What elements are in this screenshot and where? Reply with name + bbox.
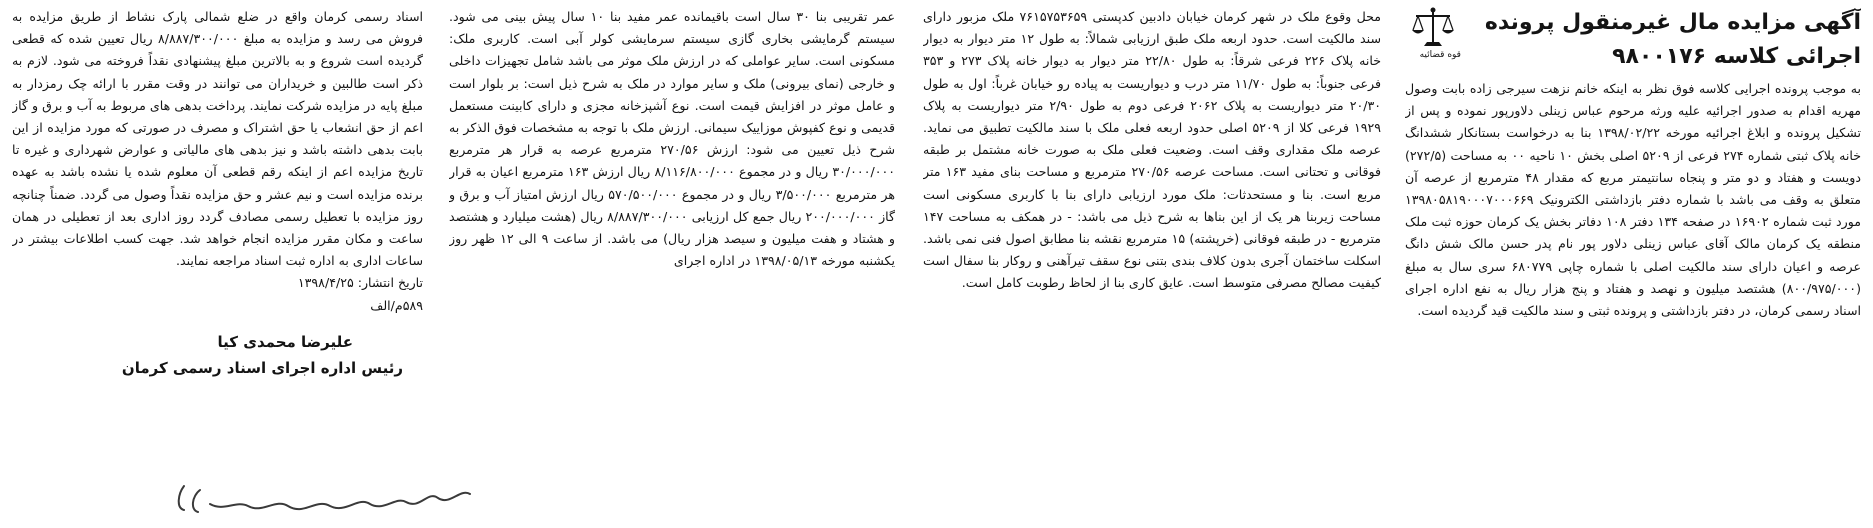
handwritten-note (170, 476, 480, 522)
notice-code: ۵۸۹م/الف (370, 297, 423, 313)
column-3 (449, 6, 895, 522)
scales-of-justice-icon (1410, 6, 1456, 50)
judiciary-emblem (1405, 6, 1461, 61)
title-line-1: آگهی مزایده مال غیرمنقول پرونده (1484, 10, 1861, 35)
column-4-text: اسناد رسمی کرمان واقع در ضلع شمالی پارک نشاط از طریق مزایده به فروش می رسد و مزایده به مبلغ ۸/۸۸۷/۳۰۰/۰۰۰ ریال تعیین شده که قطعی گردیده است شروع و به بالاترین مبلغ پیشنهادی نقداً فروخته می شود. لازم به ذکر است طالبین و خریداران می توانند در وقت مقرر با ارائه چک رمزدار به مبلغ پایه در مزایده شرکت نمایند. پرداخت بدهی های مربوط به آب و برق و گاز اعم از حق انشعاب یا حق اشتراک و مصرف در صورتی که مورد مزایده از این بابت بدهی داشته باشد و نیز بدهی های مالیاتی و عوارض شهرداری و غیره تا تاریخ مزایده اعم از اینکه رقم قطعی آن معلوم شده یا نشده باشد به عهده برنده مزایده است و نیم عشر و حق مزایده نقداً وصول می گردد. ضمناً چنانچه روز مزایده با تعطیل رسمی مصادف گردد روز اداری بعد از تعطیلی در همان ساعت و مکان مقرر مزایده انجام خواهد شد. جهت کسب اطلاعات بیشتر در ساعات اداری به اداره ثبت اسناد مراجعه نمایند. (12, 9, 423, 269)
column-1 (1405, 6, 1861, 522)
signer-name: علیرضا محمدی کیا (217, 332, 353, 351)
notice-header (1405, 6, 1861, 74)
column-2 (923, 6, 1381, 522)
column-4 (12, 6, 423, 522)
publish-date: تاریخ انتشار: ۱۳۹۸/۴/۲۵ (297, 275, 423, 291)
title-line-2: اجرائی کلاسه ۹۸۰۰۱۷۶ (1612, 44, 1861, 69)
signer-role: رئیس اداره اجرای اسناد رسمی کرمان (121, 358, 403, 377)
signature-block (12, 329, 423, 381)
emblem-caption: قوه قضائیه (1419, 50, 1461, 60)
column-3-text: عمر تقریبی بنا ۳۰ سال است باقیمانده عمر مفید بنا ۱۰ سال پیش بینی می شود. سیستم گرمایشی بخاری گازی سیستم سرمایشی کولر آبی است. کاربری ملک: مسکونی است. سایر عواملی که در ارزش ملک موثر می باشد شامل تجهیزات داخلی و خارجی (نمای بیرونی) ملک و سایر موارد در ملک به شرح ذیل است: بر بلوار است و عامل موثر در افزایش قیمت است. نوع آشپزخانه مجزی و دارای کابینت مستعمل قدیمی و نوع کفپوش موزاییک سیمانی. ارزش ملک با توجه به مشخصات فوق الذکر به شرح ذیل تعیین می شود: ارزش ۲۷۰/۵۶ مترمربع عرصه به قرار هر مترمربع ۳۰/۰۰۰/۰۰۰ ریال و در مجموع ۸/۱۱۶/۸۰۰/۰۰۰ ریال ارزش ۱۶۳ مترمربع اعیان به قرار هر مترمربع ۳/۵۰۰/۰۰۰ ریال و در مجموع ۵۷۰/۵۰۰/۰۰۰ ریال ارزش امتیاز آب و برق و گاز ۲۰۰/۰۰۰/۰۰۰ ریال جمع کل ارزیابی ۸/۸۸۷/۳۰۰/۰۰۰ ریال (هشت میلیارد و هشتصد و هشتاد و هفت میلیون و سیصد هزار ریال) می باشد. از ساعت ۹ الی ۱۲ ظهر روز یکشنبه مورخه ۱۳۹۸/۰۵/۱۳ در اداره اجرای (449, 9, 895, 269)
column-1-text: به موجب پرونده اجرایی کلاسه فوق نظر به اینکه خانم نزهت سیرجی زاده بابت وصول مهریه اقدام به صدور اجرائیه علیه ورثه مرحوم عباس زینلی دلاورپور نموده و پس از تشکیل پرونده و ابلاغ اجرائیه مورخه ۱۳۹۸/۰۲/۲۲ بنا به درخواست بستانکار ششدانگ خانه پلاک ثبتی شماره ۲۷۴ فرعی از ۵۲۰۹ اصلی بخش ۱۰ ناحیه ۰۰ به مساحت (۲۷۲/۵) دویست و هفتاد و دو متر و پنجاه سانتیمتر مربع که مقدار ۴۸ مترمربع از عرصه آن متعلق به وقف می باشد با شماره دفتر بازداشتی الکترونیک ۱۳۹۸۰۵۸۱۹۰۰۰۷۰۰۰۶۶۹ مورد ثبت شماره ۱۶۹۰۲ در صفحه ۱۳۴ دفتر ۱۰۸ دفاتر بخش یک کرمان حوزه ثبت ملک منطقه یک کرمان مالک آقای عباس زینلی دلاور پور نام پدر حسن مالک شش دانگ عرصه و اعیان دارای سند مالکیت اصلی با شماره چاپی ۶۸۰۷۷۹ سری سال به مبلغ (۸۰۰/۹۷۵/۰۰۰) هشتصد میلیون و نهصد و هفتاد و پنج هزار ریال به نفع اداره اجرای اسناد رسمی کرمان، در دفتر بازداشتی و پرونده ثبتی و سند مالکیت قید گردیده است. (1405, 81, 1861, 319)
notice-title (1471, 6, 1861, 74)
column-2-text: محل وقوع ملک در شهر کرمان خیابان دادبین کدپستی ۷۶۱۵۷۵۳۶۵۹ ملک مزبور دارای سند مالکیت است. حدود اربعه ملک طبق ارزیابی شمالاً: به طول ۱۲ متر دیوار به دیوار خانه پلاک ۲۲۶ فرعی شرقاً: به طول ۲۲/۸۰ متر دیوار به دیوار خانه پلاک ۲۷۳ و ۳۵۳ فرعی جنوباً: به طول ۱۱/۷۰ متر درب و دیواریست به پیاده رو خیابان غرباً: اول به طول ۲۰/۳۰ متر دیواریست به پلاک ۲۰۶۲ فرعی دوم به طول ۲/۹۰ متر دیواریست به پلاک ۱۹۲۹ فرعی کلا از ۵۲۰۹ اصلی حدود اربعه فعلی ملک با سند مالکیت تطبیق می نماید. عرصه ملک مقداری وقف است. وضعیت فعلی ملک به صورت خانه مشتمل بر طبقه فوقانی و تحتانی است. مساحت عرصه ۲۷۰/۵۶ مترمربع و مساحت بنای مفید ۱۶۳ متر مربع است. بنا و مستحدثات: ملک مورد ارزیابی دارای بنا با کاربری مسکونی است مساحت زیربنا هر یک از این بناها به شرح ذیل می باشد: - در همکف به مساحت ۱۴۷ مترمربع - در طبقه فوقانی (خرپشته) ۱۵ مترمربع نقشه بنا مطابق اصول فنی نمی باشد. اسکلت ساختمان آجری بدون کلاف بندی بتنی نوع سقف تیرآهنی و روکار بنا سفال است کیفیت مصالح مصرفی متوسط است. عایق کاری بنا از لحاظ رطوبت کامل است. (923, 9, 1381, 291)
